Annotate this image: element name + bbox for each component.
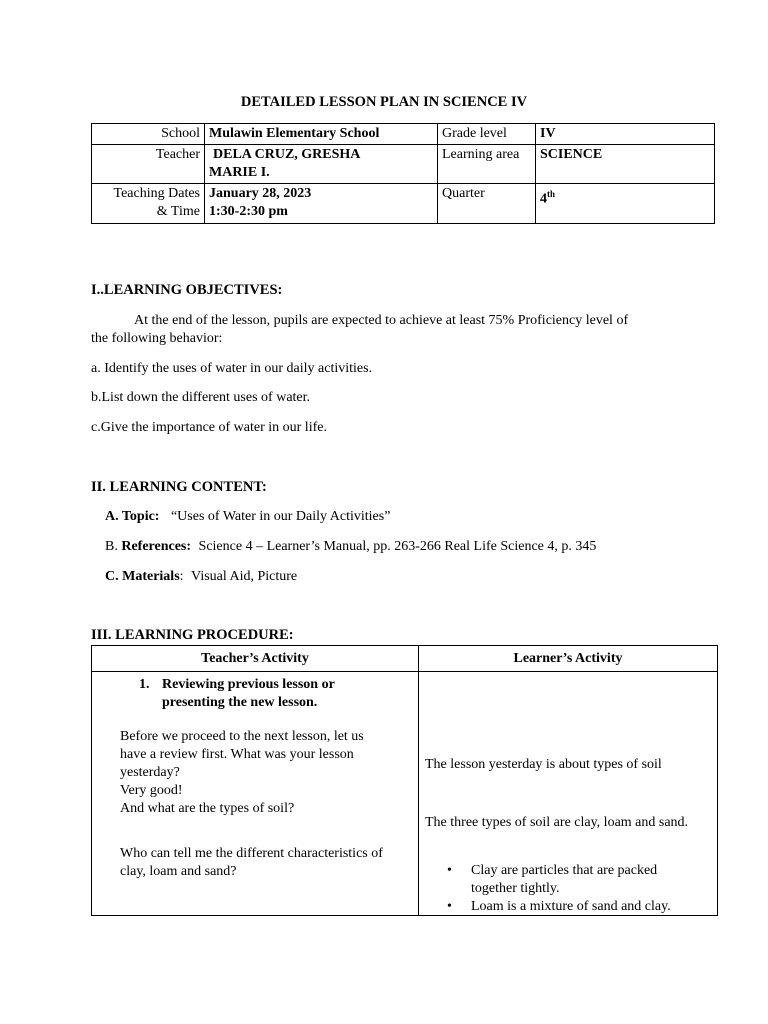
bullet-icon: • — [447, 863, 452, 878]
step-title-line2: presenting the new lesson. — [162, 695, 318, 710]
teacher-line: yesterday? — [120, 765, 180, 780]
bullet-text-line1: Loam is a mixture of sand and clay. — [471, 899, 671, 914]
teacher-activity-cell — [92, 672, 419, 916]
soil-characteristics-list — [447, 862, 671, 916]
teacher-value — [205, 145, 438, 184]
quarter-label: Quarter — [438, 184, 536, 224]
grade-label: Grade level — [438, 124, 536, 145]
content-heading: II. LEARNING CONTENT: — [91, 479, 267, 495]
learner-answer-2: The three types of soil are clay, loam and sand. — [425, 815, 689, 830]
learner-answer-1: The lesson yesterday is about types of soil — [425, 757, 662, 772]
info-table — [91, 123, 715, 224]
teacher-value-line1: DELA CRUZ, GRESHA — [213, 147, 361, 162]
dates-label-line1: Teaching Dates — [113, 186, 200, 201]
topic-value: “Uses of Water in our Daily Activities” — [170, 509, 391, 524]
area-value: SCIENCE — [536, 145, 715, 184]
list-item — [447, 898, 671, 916]
bullet-icon: • — [447, 899, 452, 914]
references-line — [105, 538, 596, 556]
references-value: Science 4 – Learner’s Manual, pp. 263-266 Real Life Science 4, p. 345 — [198, 539, 597, 554]
step-title-line1: Reviewing previous lesson or — [162, 677, 335, 692]
dates-value-line1: January 28, 2023 — [209, 186, 312, 201]
dates-label — [92, 184, 205, 224]
school-value: Mulawin Elementary School — [205, 124, 438, 145]
step-number: 1. — [139, 677, 150, 692]
teacher-line: have a review first. What was your lesson — [120, 747, 354, 762]
quarter-number: 4 — [540, 191, 547, 207]
school-label: School — [92, 124, 205, 145]
teacher-question — [120, 845, 414, 881]
area-label: Learning area — [438, 145, 536, 184]
teacher-column-header: Teacher’s Activity — [92, 646, 419, 672]
teacher-line: And what are the types of soil? — [120, 801, 295, 816]
topic-label: A. Topic: — [105, 509, 160, 524]
teacher-value-line2: MARIE I. — [209, 165, 270, 180]
bullet-text-line1: Clay are particles that are packed — [471, 863, 658, 878]
procedure-table — [91, 645, 718, 916]
materials-value: Visual Aid, Picture — [191, 569, 298, 584]
quarter-value — [536, 184, 715, 224]
objective-item: c.Give the importance of water in our life. — [91, 420, 327, 435]
objectives-intro-line2: the following behavior: — [91, 331, 223, 346]
document-title: DETAILED LESSON PLAN IN SCIENCE IV — [240, 94, 528, 110]
teacher-label: Teacher — [92, 145, 205, 184]
list-item — [447, 862, 671, 898]
objectives-intro-line1: At the end of the lesson, pupils are expected to achieve at least 75% Proficiency level of — [134, 313, 629, 328]
references-prefix: B. — [105, 539, 118, 554]
topic-line — [105, 508, 390, 526]
learner-column-header: Learner’s Activity — [419, 646, 718, 672]
teacher-question-line1: Who can tell me the different characteristics of — [120, 846, 383, 861]
teacher-line: Very good! — [120, 783, 183, 798]
learner-activity-cell — [419, 672, 718, 916]
materials-line: C. Materials: Visual Aid, Picture — [105, 569, 298, 584]
objective-item: b.List down the different uses of water. — [91, 390, 311, 405]
quarter-suffix: th — [547, 189, 556, 199]
procedure-heading: III. LEARNING PROCEDURE: — [91, 627, 294, 643]
references-label: References: — [121, 539, 192, 554]
materials-label: C. Materials — [105, 569, 180, 584]
objective-item: a. Identify the uses of water in our daily activities. — [91, 361, 373, 376]
grade-value: IV — [536, 124, 715, 145]
teacher-review-text — [120, 728, 414, 818]
dates-value-line2: 1:30-2:30 pm — [209, 204, 288, 219]
teacher-line: Before we proceed to the next lesson, let us — [120, 729, 364, 744]
step-title — [120, 676, 414, 712]
bullet-text-line2: together tightly. — [471, 881, 560, 896]
teacher-question-line2: clay, loam and sand? — [120, 864, 237, 879]
dates-label-line2: & Time — [156, 204, 200, 219]
dates-value — [205, 184, 438, 224]
objectives-heading: I..LEARNING OBJECTIVES: — [91, 282, 283, 298]
